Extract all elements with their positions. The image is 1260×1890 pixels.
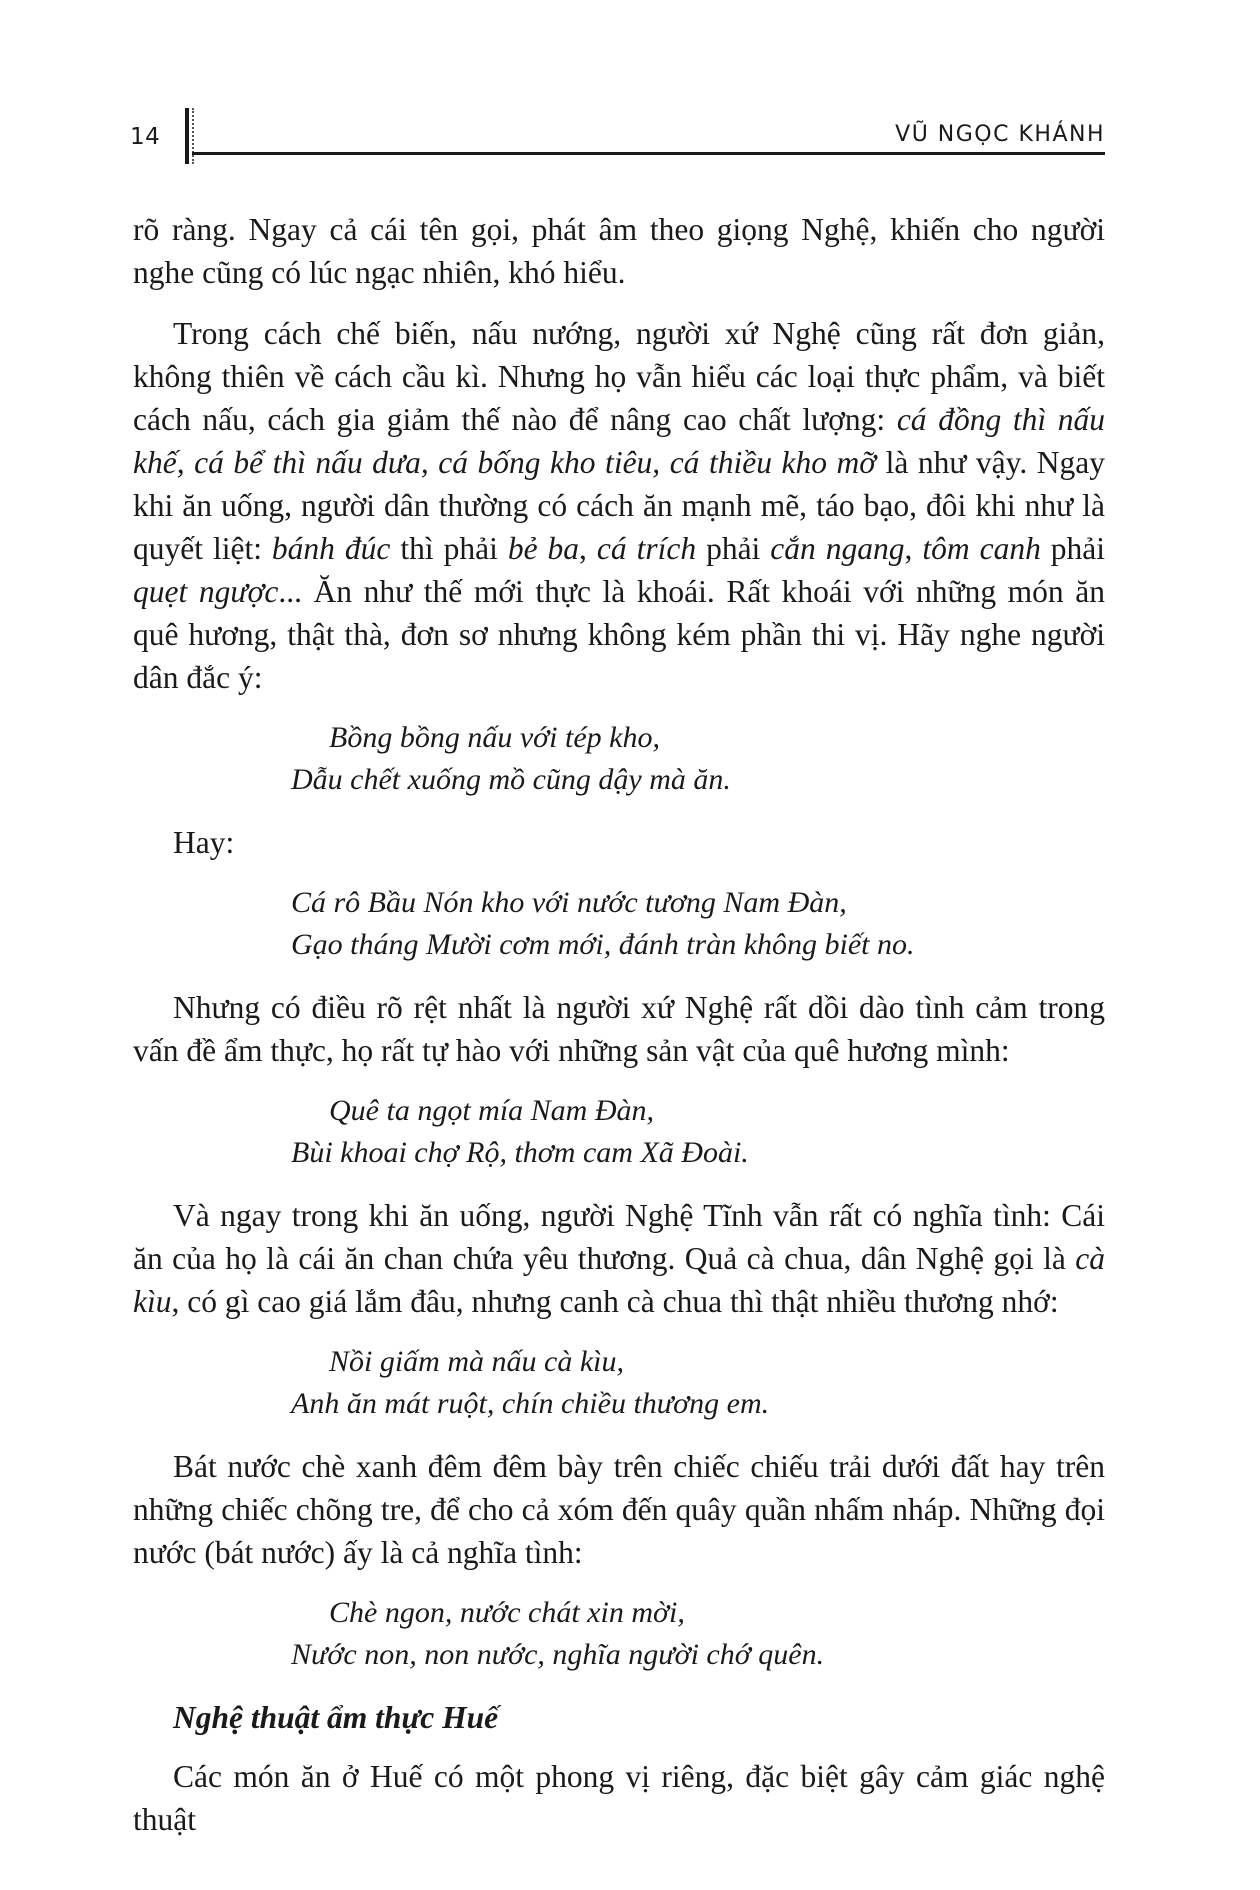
italic-run: cá đồng thì nấu khế, cá bể thì nấu dưa, cá bống kho tiêu, cá thiều kho mỡ (133, 402, 1105, 480)
page-number: 14 (130, 124, 161, 150)
italic-run: cà kìu (133, 1241, 1105, 1319)
text-run: là như vậy. Ngay khi ăn uống, người dân thường có cách ăn mạnh mẽ, táo bạo, đôi khi như là quyết liệt: (133, 445, 1105, 566)
italic-run: tôm canh (922, 531, 1041, 566)
verse-line: Cá rô Bầu Nón kho với nước tương Nam Đàn, (291, 886, 847, 919)
verse-line: Gạo tháng Mười cơm mới, đánh tràn không biết no. (291, 928, 915, 961)
italic-run: quẹt ngược (133, 574, 279, 609)
text-run: thì phải (390, 531, 508, 566)
page-body (133, 208, 1105, 1859)
header-vertical-bar (185, 108, 189, 164)
verse-line: Nồi giấm mà nấu cà kìu, (329, 1345, 624, 1378)
italic-run: bẻ ba (507, 531, 580, 566)
verse-line: Dẫu chết xuống mồ cũng dậy mà ăn. (291, 763, 731, 796)
verse-2 (133, 882, 1105, 966)
verse-line: Nước non, non nước, nghĩa người chớ quên. (291, 1638, 825, 1671)
text-run: Trong cách chế biến, nấu nướng, người xứ Nghệ cũng rất đơn giản, không thiên về cách cầu kì. Nhưng họ vẫn hiểu các loại thực phẩm, và biết cách nấu, cách gia giảm thế nào để nâng cao chất lượng: (133, 316, 1105, 437)
paragraph-5: Bát nước chè xanh đêm đêm bày trên chiếc chiếu trải dưới đất hay trên những chiếc chõng tre, để cho cả xóm đến quây quần nhấm nháp. Những đọi nước (bát nước) ấy là cả nghĩa tình: (133, 1449, 1105, 1570)
verse-3 (133, 1090, 1105, 1174)
header-dotted-bar (192, 108, 197, 164)
paragraph-4 (133, 1194, 1105, 1323)
header-rule (192, 152, 1105, 155)
text-run: ... Ăn như thế mới thực là khoái. Rất khoái với những món ăn quê hương, thật thà, đơn sơ nhưng không kém phần thi vị. Hãy nghe người dân đắc ý: (133, 574, 1105, 695)
italic-run: cắn ngang (770, 531, 905, 566)
section-title: Nghệ thuật ẩm thực Huế (173, 1700, 499, 1735)
text-run: , (579, 531, 597, 566)
italic-run: cá trích (596, 531, 697, 566)
verse-5 (133, 1592, 1105, 1676)
verse-4 (133, 1341, 1105, 1425)
verse-line: Chè ngon, nước chát xin mời, (329, 1596, 685, 1629)
verse-1 (133, 717, 1105, 801)
italic-run: bánh đúc (271, 531, 391, 566)
text-run: , có gì cao giá lắm đâu, nhưng canh cà chua thì thật nhiều thương nhớ: (171, 1284, 1059, 1319)
verse-line: Bồng bồng nấu với tép kho, (329, 721, 660, 754)
paragraph-6: Các món ăn ở Huế có một phong vị riêng, đặc biệt gây cảm giác nghệ thuật (133, 1759, 1105, 1837)
lead-hay: Hay: (173, 825, 235, 860)
verse-line: Quê ta ngọt mía Nam Đàn, (329, 1094, 654, 1127)
text-run: , (904, 531, 923, 566)
page-header (130, 108, 1105, 168)
text-run: phải (696, 531, 771, 566)
paragraph-3: Nhưng có điều rõ rệt nhất là người xứ Nghệ rất dồi dào tình cảm trong vấn đề ẩm thực, họ rất tự hào với những sản vật của quê hương mình: (133, 990, 1105, 1068)
verse-line: Anh ăn mát ruột, chín chiều thương em. (291, 1387, 770, 1420)
text-run: phải (1040, 531, 1106, 566)
verse-line: Bùi khoai chợ Rộ, thơm cam Xã Đoài. (291, 1136, 749, 1169)
paragraph-1: rõ ràng. Ngay cả cái tên gọi, phát âm theo giọng Nghệ, khiến cho người nghe cũng có lúc ngạc nhiên, khó hiểu. (133, 212, 1105, 290)
text-run: Và ngay trong khi ăn uống, người Nghệ Tĩnh vẫn rất có nghĩa tình: Cái ăn của họ là cái ăn chan chứa yêu thương. Quả cà chua, dân Nghệ gọi là (133, 1198, 1105, 1276)
paragraph-2 (133, 312, 1105, 699)
running-head-author: VŨ NGỌC KHÁNH (895, 122, 1105, 147)
